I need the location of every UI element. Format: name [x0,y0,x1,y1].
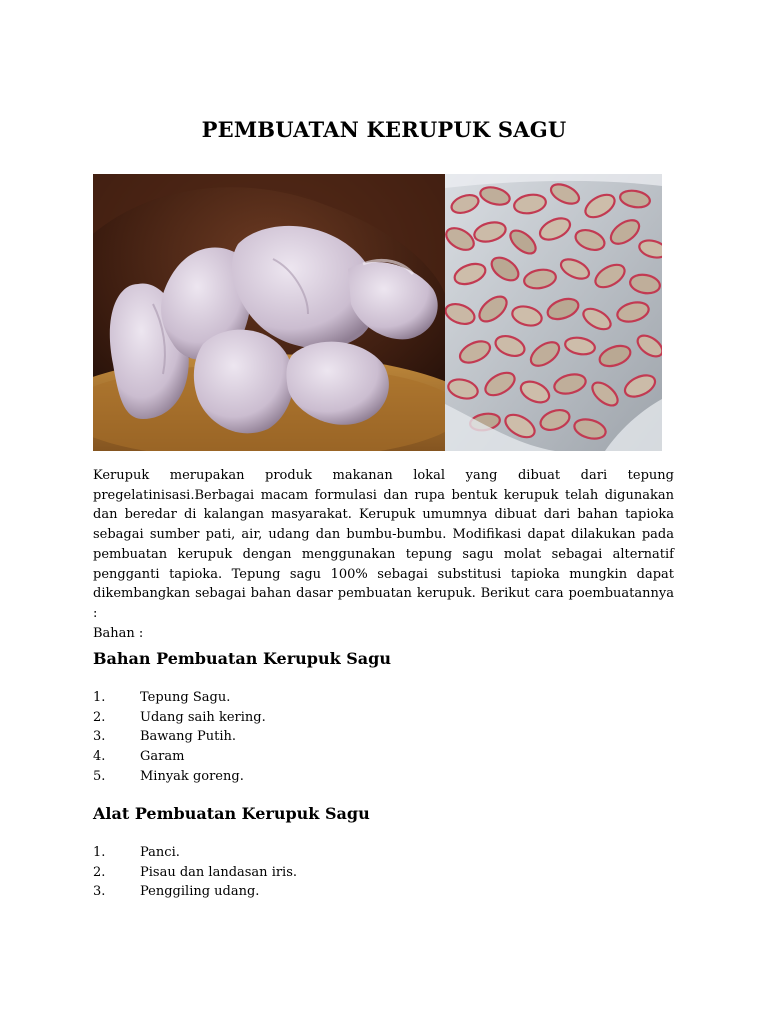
list-number: 3. [93,884,106,900]
intro-line: sebagai sumber pati, air, udang dan bumbu-bumbu. Modifikasi dapat dilakukan pada [93,527,674,543]
alat-heading: Alat Pembuatan Kerupuk Sagu [93,804,370,823]
list-number: 4. [93,749,106,765]
photo-strip [93,174,662,451]
intro-line: dan beredar di kalangan masyarakat. Kerupuk umumnya dibuat dari bahan tapioka [93,507,674,523]
list-item [93,727,674,747]
list-item [93,708,674,728]
list-text: Penggiling udang. [140,884,260,900]
list-text: Minyak goreng. [140,768,244,784]
list-item [93,688,674,708]
list-text: Panci. [140,845,180,860]
alat-list [93,843,674,902]
fried-kerupuk-photo [93,174,445,451]
list-text: Garam [140,749,185,765]
list-number: 2. [93,709,106,725]
intro-line: Bahan : [93,625,144,641]
list-text: Bawang Putih. [140,729,237,745]
list-item [93,863,674,883]
list-item [93,767,674,787]
list-text: Pisau dan landasan iris. [140,864,298,880]
list-item [93,882,674,902]
intro-line: pembuatan kerupuk dengan menggunakan tepung sagu molat sebagai alternatif [93,546,674,562]
intro-line: dikembangkan sebagai bahan dasar pembuatan kerupuk. Berikut cara poembuatannya : [93,586,674,621]
intro-line: pregelatinisasi.Berbagai macam formulasi dan rupa bentuk kerupuk telah digunakan [93,487,674,503]
raw-kerupuk-slices-photo [445,174,662,451]
intro-line: pengganti tapioka. Tepung sagu 100% sebagai substitusi tapioka mungkin dapat [93,566,674,582]
list-item [93,747,674,767]
list-item [93,843,674,863]
intro-line: Kerupuk merupakan produk makanan lokal yang dibuat dari tepung [93,468,674,483]
list-number: 3. [93,729,106,745]
intro-paragraph [93,466,674,643]
list-number: 2. [93,864,106,880]
list-number: 1. [93,690,106,705]
list-number: 5. [93,768,106,784]
list-text: Tepung Sagu. [140,690,231,705]
list-text: Udang saih kering. [140,709,266,725]
bahan-list [93,688,674,786]
bahan-heading: Bahan Pembuatan Kerupuk Sagu [93,649,391,668]
list-number: 1. [93,845,106,860]
page-title: PEMBUATAN KERUPUK SAGU [201,117,567,143]
